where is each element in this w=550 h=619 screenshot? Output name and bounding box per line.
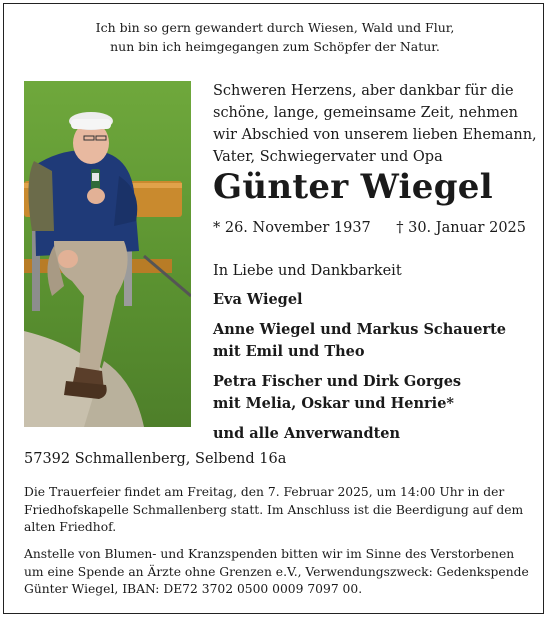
mourner-line: und alle Anverwandten (213, 425, 401, 442)
mourner-line: mit Melia, Oskar und Henrie* (213, 395, 454, 412)
mourners-lead: In Liebe und Dankbarkeit (213, 263, 402, 279)
address: 57392 Schmallenberg, Selbend 16a (24, 451, 287, 467)
portrait-photo (24, 81, 191, 427)
intro-line: wir Abschied von unserem lieben Ehemann, (213, 127, 537, 143)
memorial-poem (0, 18, 550, 56)
mourner-group (213, 371, 533, 415)
mourner-line: mit Emil und Theo (213, 343, 365, 360)
intro-line: Schweren Herzens, aber dankbar für die (213, 83, 514, 99)
intro-line: schöne, lange, gemeinsame Zeit, nehmen (213, 105, 518, 121)
birth-date: * 26. November 1937 (213, 220, 371, 236)
funeral-info (24, 484, 529, 537)
mourner-line: Eva Wiegel (213, 291, 303, 308)
mourner-group (213, 289, 533, 311)
mourner-line: Petra Fischer und Dirk Gorges (213, 373, 462, 390)
deceased-name: Günter Wiegel (213, 167, 493, 207)
mourner-group (213, 423, 533, 445)
donation-line: Anstelle von Blumen- und Kranzspenden bitten wir im Sinne des Verstorbenen (24, 547, 515, 561)
mourner-group (213, 319, 533, 363)
portrait-illustration (24, 81, 191, 427)
funeral-line: alten Friedhof. (24, 520, 117, 534)
funeral-line: Friedhofskapelle Schmallenberg statt. Im Anschluss ist die Beerdigung auf dem (24, 502, 524, 517)
funeral-line: Die Trauerfeier findet am Freitag, den 7. Februar 2025, um 14:00 Uhr in der (24, 485, 505, 499)
poem-line: Ich bin so gern gewandert durch Wiesen, Wald und Flur, (95, 20, 455, 35)
mourner-line: Anne Wiegel und Markus Schauerte (213, 321, 507, 338)
life-dates (213, 220, 526, 236)
intro-line: Vater, Schwiegervater und Opa (213, 149, 443, 165)
mourners-list (213, 260, 533, 453)
donation-line: um eine Spende an Ärzte ohne Grenzen e.V., Verwendungszweck: Gedenkspende (24, 564, 529, 579)
death-date: † 30. Januar 2025 (396, 220, 526, 236)
donation-line: Günter Wiegel, IBAN: DE72 3702 0500 0009 7097 00. (24, 582, 363, 596)
donation-info (24, 546, 529, 599)
poem-line: nun bin ich heimgegangen zum Schöpfer der Natur. (110, 39, 440, 54)
intro-text (213, 80, 537, 168)
